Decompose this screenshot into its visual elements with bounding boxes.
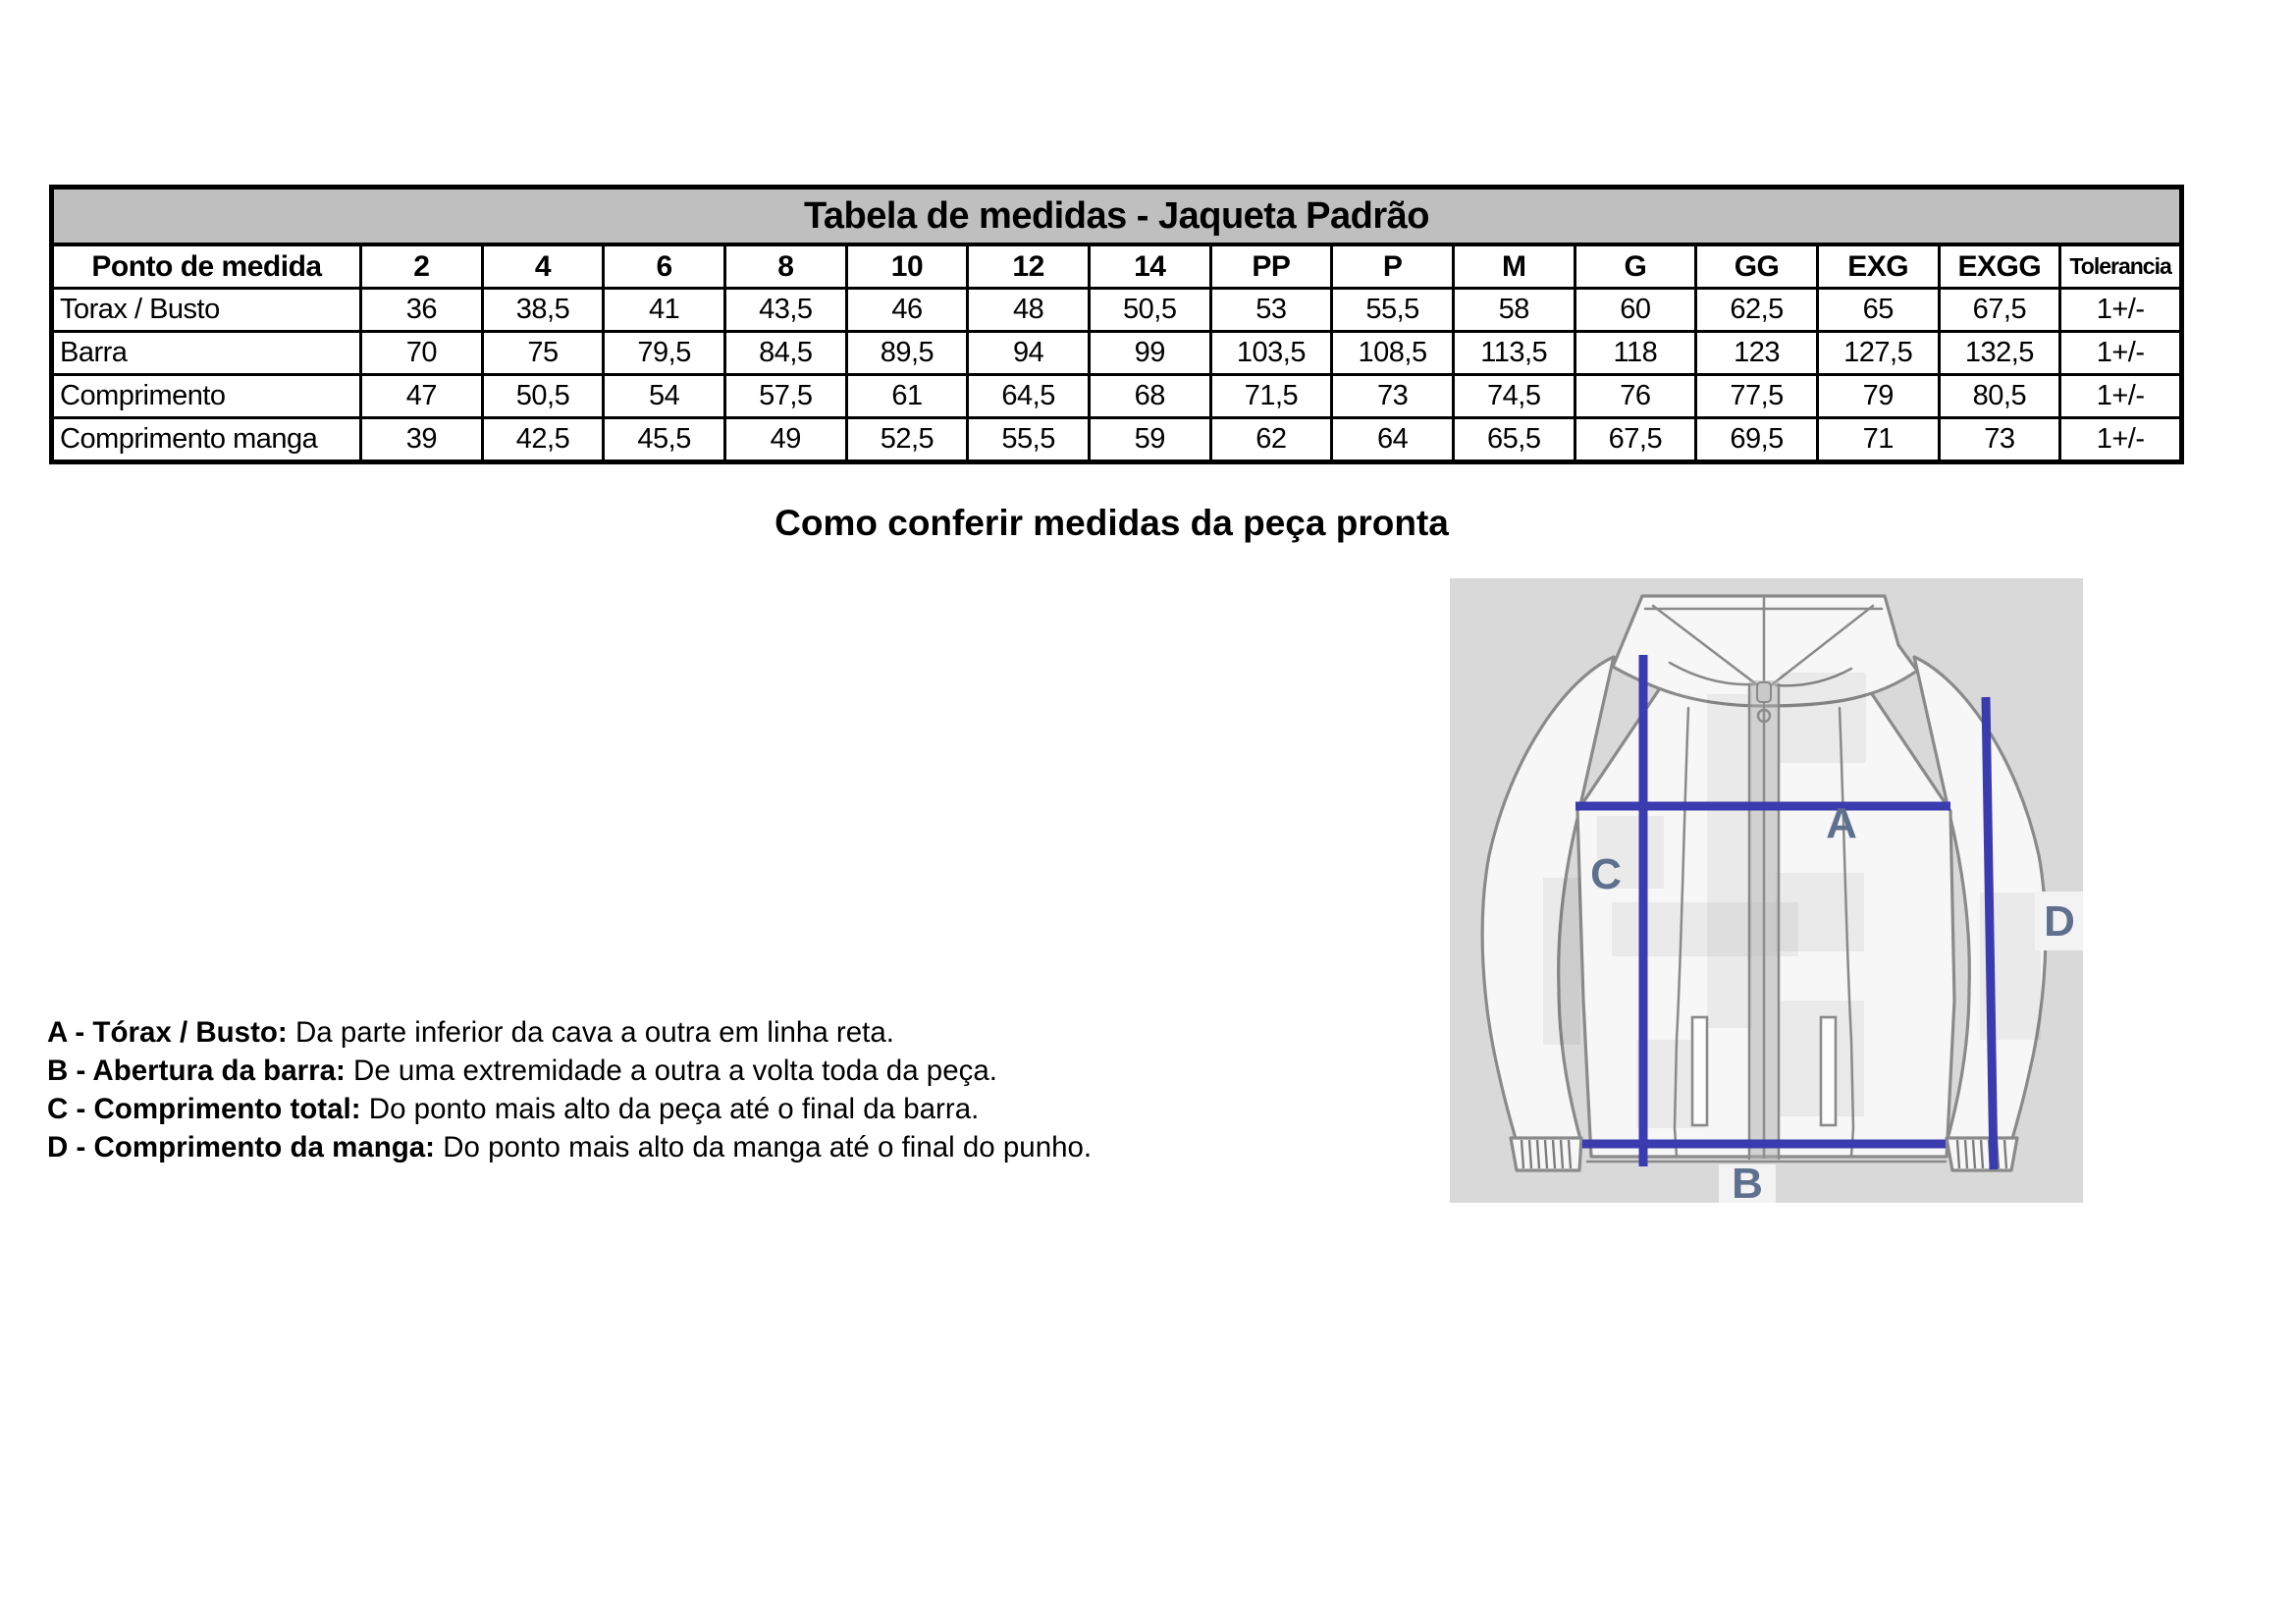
table-cell: 108,5: [1332, 332, 1454, 375]
table-cell: 99: [1089, 332, 1210, 375]
table-cell: 55,5: [968, 418, 1090, 462]
right-pocket: [1821, 1017, 1836, 1125]
table-cell: 75: [482, 332, 604, 375]
table-cell: 84,5: [724, 332, 846, 375]
table-cell: 70: [361, 332, 483, 375]
table-cell: 65: [1817, 289, 1939, 332]
instruction-text: Do ponto mais alto da manga até o final do punho.: [443, 1131, 1093, 1164]
column-header-size: 8: [724, 244, 846, 289]
measure-label-b: B: [1732, 1160, 1763, 1203]
instruction-label: C - Comprimento total:: [47, 1093, 361, 1125]
table-cell: 48: [968, 289, 1090, 332]
table-cell: 58: [1453, 289, 1575, 332]
table-cell: 43,5: [724, 289, 846, 332]
table-cell: 79: [1817, 375, 1939, 418]
table-cell: 54: [604, 375, 725, 418]
measure-label-d: D: [2044, 897, 2075, 946]
table-cell: 47: [361, 375, 483, 418]
column-header-size: G: [1575, 244, 1696, 289]
column-header-size: M: [1453, 244, 1575, 289]
table-cell: 74,5: [1453, 375, 1575, 418]
table-cell: 67,5: [1575, 418, 1696, 462]
instruction-line: [47, 1013, 1092, 1052]
table-row: [52, 418, 2182, 462]
table-cell: 1+/-: [2060, 375, 2182, 418]
instruction-text: Do ponto mais alto da peça até o final da barra.: [368, 1093, 980, 1125]
column-header-size: 2: [361, 244, 483, 289]
size-table: [49, 185, 2184, 464]
table-cell: 71: [1817, 418, 1939, 462]
instruction-label: B - Abertura da barra:: [47, 1055, 346, 1087]
column-header-size: 4: [482, 244, 604, 289]
table-cell: 64: [1332, 418, 1454, 462]
instruction-text: Da parte inferior da cava a outra em linha reta.: [294, 1016, 894, 1049]
table-cell: 127,5: [1817, 332, 1939, 375]
column-header-size: P: [1332, 244, 1454, 289]
table-cell: 60: [1575, 289, 1696, 332]
column-header-size: 10: [846, 244, 968, 289]
table-cell: 94: [968, 332, 1090, 375]
table-cell: 73: [1939, 418, 2060, 462]
column-header-size: EXG: [1817, 244, 1939, 289]
table-cell: 49: [724, 418, 846, 462]
measure-label-c: C: [1590, 850, 1622, 898]
table-cell: 59: [1089, 418, 1210, 462]
table-cell: 67,5: [1939, 289, 2060, 332]
table-cell: 113,5: [1453, 332, 1575, 375]
row-label: Barra: [52, 332, 361, 375]
table-cell: 38,5: [482, 289, 604, 332]
instructions-list: [47, 1013, 1092, 1166]
table-cell: 52,5: [846, 418, 968, 462]
table-cell: 64,5: [968, 375, 1090, 418]
table-cell: 68: [1089, 375, 1210, 418]
table-cell: 42,5: [482, 418, 604, 462]
table-cell: 103,5: [1210, 332, 1332, 375]
table-cell: 53: [1210, 289, 1332, 332]
table-cell: 62,5: [1696, 289, 1818, 332]
table-cell: 50,5: [482, 375, 604, 418]
table-cell: 80,5: [1939, 375, 2060, 418]
table-cell: 50,5: [1089, 289, 1210, 332]
table-cell: 45,5: [604, 418, 725, 462]
table-row: [52, 332, 2182, 375]
table-cell: 1+/-: [2060, 289, 2182, 332]
table-cell: 36: [361, 289, 483, 332]
table-cell: 65,5: [1453, 418, 1575, 462]
instruction-line: [47, 1052, 1092, 1090]
column-header-size: 6: [604, 244, 725, 289]
table-title: Tabela de medidas - Jaqueta Padrão: [52, 188, 2182, 245]
column-header-size: EXGG: [1939, 244, 2060, 289]
left-pocket: [1692, 1017, 1707, 1125]
column-header-measure-point: Ponto de medida: [52, 244, 361, 289]
row-label: Comprimento: [52, 375, 361, 418]
table-cell: 132,5: [1939, 332, 2060, 375]
table-cell: 46: [846, 289, 968, 332]
instruction-text: De uma extremidade a outra a volta toda da peça.: [353, 1055, 997, 1087]
table-row: [52, 289, 2182, 332]
table-cell: 79,5: [604, 332, 725, 375]
column-header-size: GG: [1696, 244, 1818, 289]
table-cell: 61: [846, 375, 968, 418]
column-header-size: 14: [1089, 244, 1210, 289]
table-cell: 71,5: [1210, 375, 1332, 418]
instruction-line: [47, 1128, 1092, 1166]
column-header-size: Tolerancia: [2060, 244, 2182, 289]
column-header-size: PP: [1210, 244, 1332, 289]
table-cell: 69,5: [1696, 418, 1818, 462]
table-cell: 123: [1696, 332, 1818, 375]
table-cell: 55,5: [1332, 289, 1454, 332]
table-cell: 89,5: [846, 332, 968, 375]
table-cell: 57,5: [724, 375, 846, 418]
table-cell: 1+/-: [2060, 418, 2182, 462]
table-cell: 73: [1332, 375, 1454, 418]
table-cell: 1+/-: [2060, 332, 2182, 375]
instruction-line: [47, 1090, 1092, 1128]
jacket-diagram: [1450, 578, 2083, 1203]
table-cell: 118: [1575, 332, 1696, 375]
instruction-label: D - Comprimento da manga:: [47, 1131, 435, 1164]
instruction-label: A - Tórax / Busto:: [47, 1016, 288, 1049]
row-label: Comprimento manga: [52, 418, 361, 462]
column-header-size: 12: [968, 244, 1090, 289]
zipper: [1749, 680, 1779, 1160]
table-cell: 39: [361, 418, 483, 462]
table-cell: 77,5: [1696, 375, 1818, 418]
measure-label-a: A: [1826, 799, 1857, 847]
table-cell: 41: [604, 289, 725, 332]
table-cell: 76: [1575, 375, 1696, 418]
section-heading: Como conferir medidas da peça pronta: [774, 503, 1449, 543]
table-row: [52, 375, 2182, 418]
jacket-diagram-svg: [1450, 578, 2083, 1203]
table-cell: 62: [1210, 418, 1332, 462]
row-label: Torax / Busto: [52, 289, 361, 332]
